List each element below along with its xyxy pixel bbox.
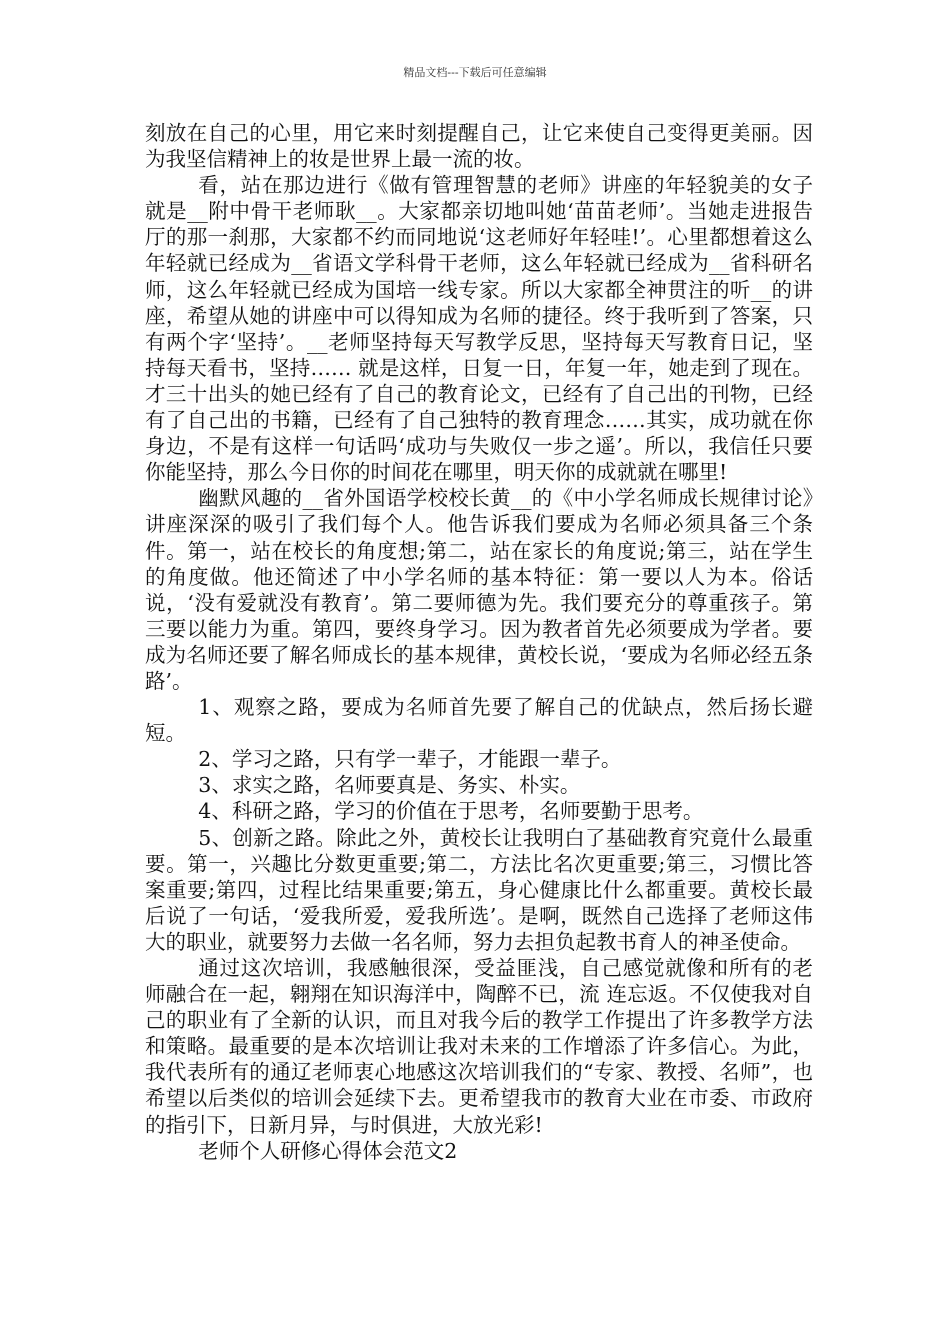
paragraph-lecture-geng: 看，站在那边进行《做有管理智慧的老师》讲座的年轻貌美的女子就是__附中骨干老师耿__。大家都亲切地叫她‘苗苗老师’。当她走进报告厅的那一刹那，大家都不约而同地说‘这老师好年轻哇!’。心里都想着这么年轻就已经成为__省语文学科骨干老师，这么年轻就已经成为__省科研名师，这么年轻就已经成为国培一线专家。所以大家都全神贯注的听__的讲座，希望从她的讲座中可以得知成为名师的捷径。终于我听到了答案，只有两个字‘坚持’。__老师坚持每天写教学反思，坚持每天写教育日记，坚持每天看书，坚持…… 就是这样，日复一日，年复一年，她走到了现在。才三十出头的她已经有了自己的教育论文，已经有了自己出的刊物，已经有了自己出的书籍，已经有了自己独特的教育理念……其实，成功就在你身边，不是有这样一句话吗‘成功与失败仅一步之遥’。所以，我信任只要你能坚持，那么今日你的时间花在哪里，明天你的成就就在哪里! <box>145 173 813 485</box>
list-item-practical: 3、求实之路，名师要真是、务实、朴实。 <box>198 773 581 798</box>
paragraph-continuation: 刻放在自己的心里，用它来时刻提醒自己，让它来使自己变得更美丽。因为我坚信精神上的妆是世界上最一流的妆。 <box>145 121 813 172</box>
section-title: 老师个人研修心得体会范文2 <box>198 1138 458 1163</box>
paragraph-conclusion: 通过这次培训，我感触很深，受益匪浅，自己感觉就像和所有的老师融合在一起，翱翔在知识海洋中，陶醉不已，流 连忘返。不仅使我对自己的职业有了全新的认识，而且对我今后的教学工作提出了许多教学方法和策略。最重要的是本次培训让我对未来的工作增添了许多信心。为此，我代表所有的通辽老师衷心地感这次培训我们的“专家、教授、名师”，也希望以后类似的培训会延续下去。更希望我市的教育大业在市委、市政府的指引下，日新月异，与时俱进，大放光彩! <box>145 956 813 1137</box>
list-item-observation: 1、观察之路，要成为名师首先要了解自己的优缺点，然后扬长避短。 <box>145 695 813 746</box>
list-item-research: 4、科研之路，学习的价值在于思考，名师要勤于思考。 <box>198 799 704 824</box>
list-item-learning: 2、学习之路，只有学一辈子，才能跟一辈子。 <box>198 747 622 772</box>
list-item-innovation: 5、创新之路。除此之外，黄校长让我明白了基础教育究竟什么最重要。第一，兴趣比分数更重要;第二，方法比名次更重要;第三，习惯比答案重要;第四，过程比结果重要;第五，身心健康比什么都重要。黄校长最后说了一句话，‘爱我所爱，爱我所选’。是啊，既然自己选择了老师这伟大的职业，就要努力去做一名名师，努力去担负起教书育人的神圣使命。 <box>145 825 813 954</box>
paragraph-lecture-huang: 幽默风趣的__省外国语学校校长黄__的《中小学名师成长规律讨论》讲座深深的吸引了我们每个人。他告诉我们要成为名师必须具备三个条件。第一，站在校长的角度想;第二，站在家长的角度说;第三，站在学生的角度做。他还简述了中小学名师的基本特征：第一要以人为本。俗话说，‘没有爱就没有教育’。第二要师德为先。我们要充分的尊重孩子。第三要以能力为重。第四，要终身学习。因为教者首先必须要成为学者。要成为名师还要了解名师成长的基本规律，黄校长说，‘要成为名师必经五条路’。 <box>145 486 813 693</box>
document-body <box>145 120 813 1164</box>
page-header: 精品文档---下载后可任意编辑 <box>403 66 547 79</box>
